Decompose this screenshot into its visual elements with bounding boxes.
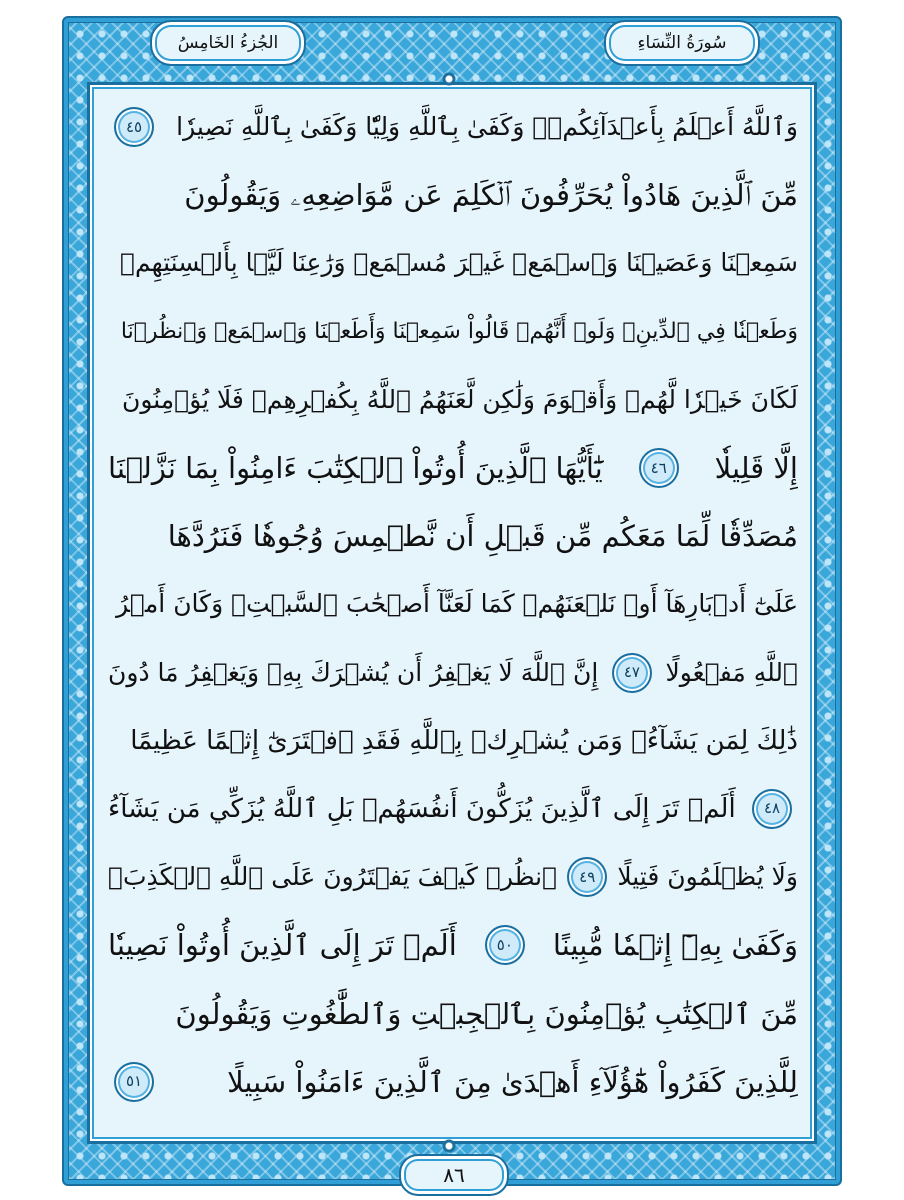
- verse-text: إِنَّ ٱللَّهَ لَا يَغۡفِرُ أَن يُشۡرَكَ بِهِۦ وَيَغۡفِرُ مَا دُونَ: [108, 657, 599, 687]
- juz-label: الجُزءُ الخَامِسُ: [177, 33, 279, 53]
- verse-line: [108, 366, 798, 434]
- verse-line: [108, 434, 798, 502]
- verse-text: ٱللَّهِ مَفۡعُولًا: [665, 657, 798, 687]
- verse-text: وَلَا يُظۡلَمُونَ فَتِيلًا: [617, 862, 798, 892]
- ayah-marker-icon: ٤٦: [639, 448, 679, 488]
- verse-line: [108, 570, 798, 638]
- verse-text: لَكَانَ خَيۡرٗا لَّهُمۡ وَأَقۡوَمَ وَلَٰكِن لَّعَنَهُمُ ٱللَّهُ بِكُفۡرِهِمۡ فَلَا يُؤۡمِنُونَ: [121, 384, 798, 414]
- ayah-marker-icon: ٤٥: [114, 107, 154, 147]
- verse-text: مِّنَ ٱلۡكِتَٰبِ يُؤۡمِنُونَ بِٱلۡجِبۡتِ وَٱلطَّٰغُوتِ وَيَقُولُونَ: [175, 996, 798, 1031]
- verse-line: [108, 502, 798, 570]
- verse-text: ٱنظُرۡ كَيۡفَ يَفۡتَرُونَ عَلَى ٱللَّهِ ٱلۡكَذِبَۖ: [108, 862, 558, 892]
- page-number-label: ٨٦: [443, 1163, 465, 1187]
- verse-text: أَلَمۡ تَرَ إِلَى ٱلَّذِينَ أُوتُواْ نَصِيبٗا: [108, 928, 457, 963]
- verse-line: [108, 775, 798, 843]
- verse-lines: [108, 93, 798, 1116]
- frame-flourish-icon: [440, 1137, 458, 1155]
- verse-text: ذَٰلِكَ لِمَن يَشَآءُۚ وَمَن يُشۡرِكۡ بِٱللَّهِ فَقَدِ ٱفۡتَرَىٰٓ إِثۡمًا عَظِيمًا: [130, 725, 798, 756]
- verse-text: وَطَعۡنٗا فِي ٱلدِّينِۚ وَلَوۡ أَنَّهُمۡ قَالُواْ سَمِعۡنَا وَأَطَعۡنَا وَٱسۡمَعۡ وَٱنظُرۡنَا: [120, 318, 798, 344]
- ayah-marker-icon: ٤٩: [567, 857, 607, 897]
- verse-line: [108, 979, 798, 1047]
- verse-text: سَمِعۡنَا وَعَصَيۡنَا وَٱسۡمَعۡ غَيۡرَ مُسۡمَعٖ وَرَٰعِنَا لَيَّۢا بِأَلۡسِنَتِهِمۡ: [119, 248, 798, 278]
- verse-text: وَٱللَّهُ أَعۡلَمُ بِأَعۡدَآئِكُمۡۚ وَكَفَىٰ بِٱللَّهِ وَلِيّٗا وَكَفَىٰ بِٱللَّهِ نَصِيرٗا: [176, 112, 798, 142]
- verse-line: [108, 843, 798, 911]
- verse-line: [108, 911, 798, 979]
- verse-line: [108, 639, 798, 707]
- verse-line: [108, 298, 798, 366]
- surah-label: سُورَةُ النِّسَاءِ: [637, 33, 727, 53]
- verse-line: [108, 93, 798, 161]
- verse-line: [108, 161, 798, 229]
- verse-text: مُصَدِّقٗا لِّمَا مَعَكُم مِّن قَبۡلِ أَن نَّطۡمِسَ وُجُوهٗا فَنَرُدَّهَا: [167, 519, 798, 554]
- verse-line: [108, 229, 798, 297]
- verse-text: مِّنَ ٱلَّذِينَ هَادُواْ يُحَرِّفُونَ ٱلۡكَلِمَ عَن مَّوَاضِعِهِۦ وَيَقُولُونَ: [184, 178, 798, 213]
- ayah-marker-icon: ٥٠: [485, 925, 525, 965]
- ayah-marker-icon: ٤٨: [752, 789, 792, 829]
- verse-text: أَلَمۡ تَرَ إِلَى ٱلَّذِينَ يُزَكُّونَ أَنفُسَهُمۚ بَلِ ٱللَّهُ يُزَكِّي مَن يَشَآءُ: [108, 793, 736, 824]
- verse-text: لِلَّذِينَ كَفَرُواْ هَٰٓؤُلَآءِ أَهۡدَىٰ مِنَ ٱلَّذِينَ ءَامَنُواْ سَبِيلًا: [227, 1064, 798, 1099]
- surah-header: [604, 20, 760, 66]
- verse-text: وَكَفَىٰ بِهِۦٓ إِثۡمٗا مُّبِينًا: [552, 928, 798, 963]
- ayah-marker-icon: ٤٧: [612, 653, 652, 693]
- verse-text: إِلَّا قَلِيلٗا: [714, 451, 798, 486]
- verse-line: [108, 707, 798, 775]
- page-number: [399, 1154, 509, 1196]
- juz-header: [150, 20, 306, 66]
- verse-text: عَلَىٰٓ أَدۡبَارِهَآ أَوۡ نَلۡعَنَهُمۡ كَمَا لَعَنَّآ أَصۡحَٰبَ ٱلسَّبۡتِۚ وَكَانَ أَمۡرُ: [116, 589, 798, 619]
- ayah-marker-icon: ٥١: [114, 1062, 154, 1102]
- verse-text: يَٰٓأَيُّهَا ٱلَّذِينَ أُوتُواْ ٱلۡكِتَٰبَ ءَامِنُواْ بِمَا نَزَّلۡنَا: [108, 451, 603, 486]
- verse-line: [108, 1048, 798, 1116]
- frame-flourish-icon: [440, 70, 458, 88]
